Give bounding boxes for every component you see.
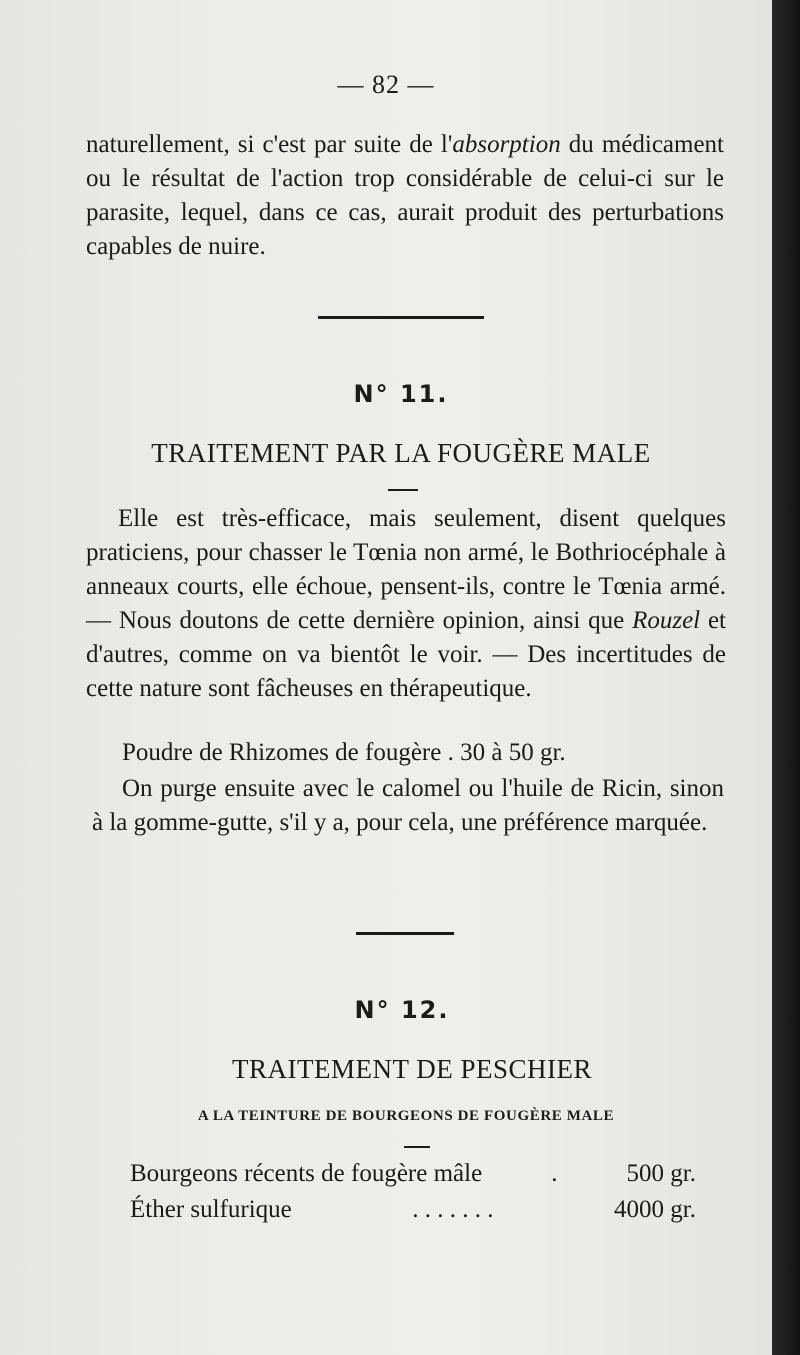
- section-subtitle-12: A LA TEINTURE DE BOURGEONS DE FOUGÈRE MALE: [197, 1108, 615, 1124]
- dose-line: Poudre de Rhizomes de fougère . 30 à 50 gr.: [122, 739, 566, 766]
- title-underline: [388, 489, 418, 491]
- recipe-row: [130, 1157, 696, 1191]
- section-number-12: N° 12.: [354, 996, 450, 1024]
- section-11-body: [86, 502, 726, 706]
- recipe-row: [130, 1193, 696, 1227]
- section-title-12: TRAITEMENT DE PESCHIER: [232, 1054, 592, 1084]
- body-text-a: Elle est très-efficace, mais seulement, disent quelques praticiens, pour chasser le Tœnia non armé, le Bothriocéphale à anneaux courts, elle échoue, pensent-ils, contre le Tœnia armé. — Nous doutons de cette dernière opinion, ainsi que: [86, 505, 726, 634]
- body-text-b: et d'autres, comme on va bientôt le voir. — Des incertitudes de cette nature sont fâcheuses en thérapeutique.: [86, 607, 726, 702]
- section-11-after-text: On purge ensuite avec le calomel ou l'huile de Ricin, sinon à la gomme-gutte, s'il y a, pour cela, une préférence marquée.: [92, 775, 724, 836]
- section-number-11: N° 11.: [353, 380, 449, 408]
- recipe-item: Éther sulfurique: [130, 1196, 292, 1223]
- section-divider: [318, 316, 484, 319]
- intro-text-b: du médicament ou le résultat de l'action trop considérable de celui-ci sur le parasite, lequel, dans ce cas, aurait produit des perturbations capables de nuire.: [86, 131, 725, 260]
- page-number: — 82 —: [337, 70, 435, 99]
- section-divider: [356, 932, 454, 935]
- dot-leader: .: [551, 1160, 558, 1187]
- page-edge-shadow: [772, 0, 800, 1355]
- intro-text-a: naturellement, si c'est par suite de l': [86, 131, 453, 158]
- dot-leader: . . . . . . .: [412, 1196, 494, 1223]
- recipe-item: Bourgeons récents de fougère mâle: [130, 1160, 483, 1187]
- author-name-italic: Rouzel: [632, 607, 701, 634]
- intro-italic-word: absorption: [452, 131, 561, 158]
- section-title-11: TRAITEMENT PAR LA FOUGÈRE MALE: [151, 438, 651, 468]
- recipe-quantity: 500 gr.: [626, 1160, 696, 1187]
- intro-paragraph: [86, 128, 724, 264]
- recipe-quantity: 4000 gr.: [614, 1196, 696, 1223]
- title-underline: [404, 1146, 430, 1148]
